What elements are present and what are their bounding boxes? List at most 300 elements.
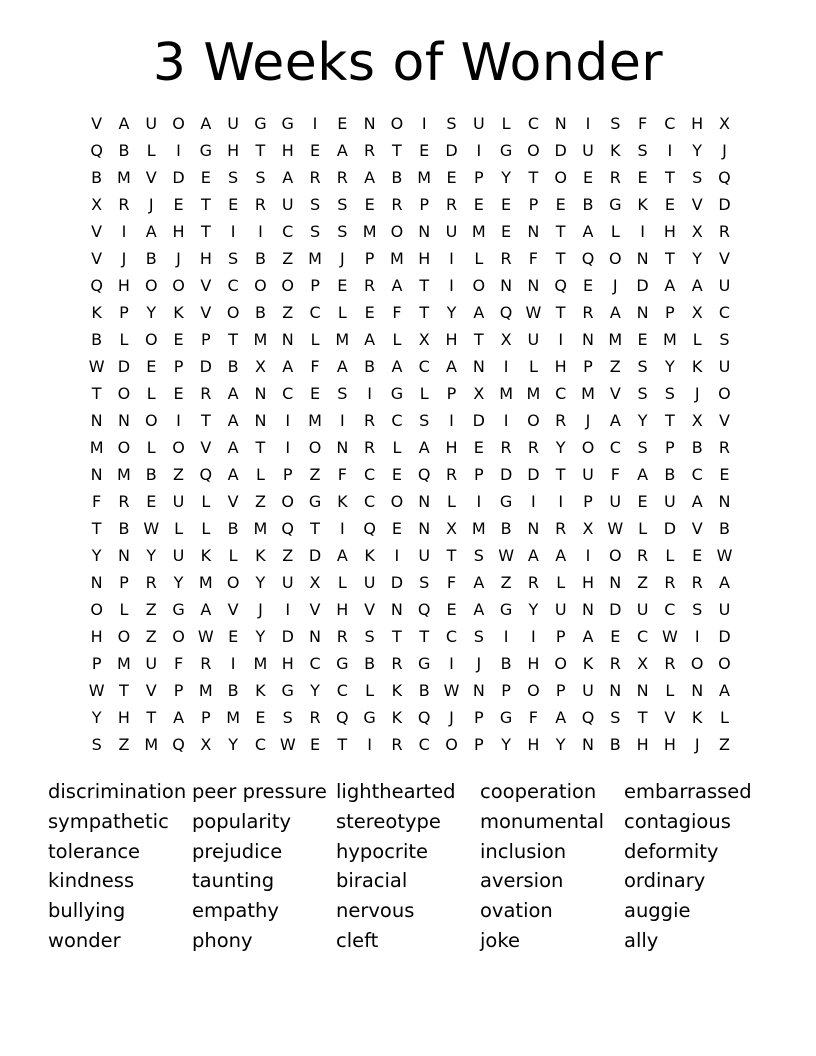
grid-letter[interactable]: P [91,654,102,673]
grid-letter[interactable]: E [692,546,703,565]
grid-letter[interactable]: C [609,438,621,457]
grid-letter[interactable]: E [664,195,675,214]
grid-letter[interactable]: U [718,357,731,376]
grid-letter[interactable]: P [310,276,320,295]
grid-letter[interactable]: W [88,357,105,376]
grid-letter[interactable]: B [691,438,703,457]
grid-letter[interactable]: R [718,438,731,457]
grid-letter[interactable]: K [691,708,703,727]
grid-letter[interactable]: Z [145,600,157,619]
grid-letter[interactable]: A [336,141,348,160]
grid-letter[interactable]: V [200,276,212,295]
grid-letter[interactable]: E [391,519,402,538]
grid-letter[interactable]: P [583,357,593,376]
grid-letter[interactable]: V [664,708,676,727]
grid-letter[interactable]: E [446,168,457,187]
grid-letter[interactable]: I [285,438,291,457]
grid-letter[interactable]: U [718,276,731,295]
grid-letter[interactable]: Z [309,465,321,484]
grid-letter[interactable]: O [472,276,486,295]
grid-letter[interactable]: N [609,681,622,700]
grid-letter[interactable]: B [118,141,130,160]
grid-letter[interactable]: S [309,222,321,241]
grid-letter[interactable]: T [419,303,430,322]
grid-letter[interactable]: L [501,114,511,133]
grid-letter[interactable]: A [227,384,239,403]
grid-letter[interactable]: Q [281,519,295,538]
grid-letter[interactable]: S [419,573,430,592]
grid-letter[interactable]: P [501,681,511,700]
grid-letter[interactable]: X [637,654,649,673]
grid-letter[interactable]: B [391,168,403,187]
grid-letter[interactable]: S [364,627,375,646]
grid-letter[interactable]: T [419,276,430,295]
grid-letter[interactable]: I [503,357,509,376]
grid-letter[interactable]: U [472,114,485,133]
grid-letter[interactable]: E [501,195,512,214]
grid-letter[interactable]: P [173,357,184,376]
grid-letter[interactable]: O [445,735,458,754]
grid-letter[interactable]: U [527,330,540,349]
grid-letter[interactable]: S [255,168,266,187]
grid-letter[interactable]: V [91,249,103,268]
grid-letter[interactable]: I [585,546,591,565]
grid-letter[interactable]: I [640,222,645,241]
grid-letter[interactable]: I [503,411,509,430]
grid-letter[interactable]: D [172,168,185,187]
grid-letter[interactable]: J [694,384,700,403]
grid-letter[interactable]: R [609,168,621,187]
grid-letter[interactable]: D [445,141,458,160]
grid-letter[interactable]: O [90,600,103,619]
grid-letter[interactable]: A [391,276,403,295]
grid-letter[interactable]: C [527,114,539,133]
grid-letter[interactable]: B [418,681,430,700]
grid-letter[interactable]: Q [90,276,103,295]
grid-letter[interactable]: I [694,627,700,646]
grid-letter[interactable]: T [200,195,211,214]
grid-letter[interactable]: X [254,357,266,376]
grid-letter[interactable]: L [337,303,347,322]
grid-letter[interactable]: E [337,114,348,133]
grid-letter[interactable]: N [582,330,594,349]
grid-letter[interactable]: G [390,384,404,403]
grid-letter[interactable]: K [582,654,594,673]
grid-letter[interactable]: X [473,384,485,403]
grid-letter[interactable]: G [418,654,431,673]
grid-letter[interactable]: E [173,195,184,214]
grid-letter[interactable]: L [146,384,156,403]
grid-letter[interactable]: Q [581,708,595,727]
grid-letter[interactable]: A [391,357,403,376]
grid-letter[interactable]: P [364,249,375,268]
grid-letter[interactable]: B [364,357,376,376]
grid-letter[interactable]: N [609,573,622,592]
grid-letter[interactable]: C [445,627,458,646]
grid-letter[interactable]: E [146,357,157,376]
grid-letter[interactable]: O [144,276,158,295]
grid-letter[interactable]: G [336,654,349,673]
grid-letter[interactable]: R [637,546,649,565]
grid-letter[interactable]: D [718,627,731,646]
grid-letter[interactable]: U [582,141,594,160]
grid-letter[interactable]: U [363,573,376,592]
grid-letter[interactable]: V [200,303,212,322]
grid-letter[interactable]: L [255,465,265,484]
grid-letter[interactable]: Y [146,303,157,322]
grid-letter[interactable]: A [173,708,185,727]
grid-letter[interactable]: N [418,492,431,511]
grid-letter[interactable]: N [309,627,321,646]
grid-letter[interactable]: P [473,708,484,727]
grid-letter[interactable]: V [364,600,376,619]
grid-letter[interactable]: E [582,276,594,295]
grid-letter[interactable]: B [227,681,239,700]
grid-letter[interactable]: P [282,465,293,484]
grid-letter[interactable]: Q [554,276,567,295]
grid-letter[interactable]: M [390,249,404,268]
grid-letter[interactable]: U [145,654,158,673]
grid-letter[interactable]: E [637,492,648,511]
grid-letter[interactable]: A [473,303,485,322]
grid-letter[interactable]: W [607,519,624,538]
grid-letter[interactable]: A [200,114,212,133]
grid-letter[interactable]: O [390,114,404,133]
grid-letter[interactable]: I [367,735,372,754]
grid-letter[interactable]: D [308,546,322,565]
grid-letter[interactable]: E [555,195,566,214]
grid-letter[interactable]: H [527,654,540,673]
grid-letter[interactable]: A [227,438,239,457]
grid-letter[interactable]: N [254,411,267,430]
grid-letter[interactable]: T [555,249,566,268]
grid-letter[interactable]: U [227,114,239,133]
grid-letter[interactable]: O [718,654,731,673]
grid-letter[interactable]: N [636,303,649,322]
grid-letter[interactable]: N [527,519,540,538]
grid-letter[interactable]: A [719,573,730,592]
grid-letter[interactable]: Z [254,492,266,511]
grid-letter[interactable]: T [310,519,320,538]
grid-letter[interactable]: L [474,249,484,268]
grid-letter[interactable]: U [145,114,158,133]
grid-letter[interactable]: U [582,681,594,700]
grid-letter[interactable]: B [118,519,130,538]
grid-letter[interactable]: B [582,195,594,214]
grid-letter[interactable]: O [172,276,185,295]
grid-letter[interactable]: V [91,114,103,133]
grid-letter[interactable]: U [718,600,731,619]
grid-letter[interactable]: X [91,195,103,214]
grid-letter[interactable]: Z [637,573,649,592]
grid-letter[interactable]: C [418,735,430,754]
grid-letter[interactable]: Y [637,411,648,430]
grid-letter[interactable]: N [336,438,349,457]
grid-letter[interactable]: B [254,249,266,268]
grid-letter[interactable]: R [391,654,403,673]
grid-letter[interactable]: H [227,141,240,160]
grid-letter[interactable]: I [367,384,372,403]
grid-letter[interactable]: P [201,330,211,349]
grid-letter[interactable]: C [718,303,731,322]
grid-letter[interactable]: L [665,681,675,700]
grid-letter[interactable]: Z [282,546,294,565]
grid-letter[interactable]: O [117,438,131,457]
grid-letter[interactable]: E [173,330,184,349]
grid-letter[interactable]: R [500,249,512,268]
grid-letter[interactable]: Q [90,141,103,160]
grid-letter[interactable]: N [500,276,513,295]
grid-letter[interactable]: G [609,195,622,214]
grid-letter[interactable]: I [258,222,263,241]
grid-letter[interactable]: S [419,411,430,430]
grid-letter[interactable]: H [418,249,431,268]
grid-letter[interactable]: H [554,357,567,376]
grid-letter[interactable]: E [255,708,266,727]
grid-letter[interactable]: T [91,384,102,403]
grid-letter[interactable]: M [526,384,541,403]
grid-letter[interactable]: L [201,519,211,538]
grid-letter[interactable]: U [281,195,294,214]
grid-letter[interactable]: D [609,600,622,619]
grid-letter[interactable]: Z [500,573,512,592]
grid-letter[interactable]: C [364,492,376,511]
grid-letter[interactable]: M [471,519,486,538]
grid-letter[interactable]: A [118,114,130,133]
grid-letter[interactable]: A [227,411,239,430]
grid-letter[interactable]: L [119,600,129,619]
grid-letter[interactable]: Z [282,303,294,322]
grid-letter[interactable]: O [608,546,622,565]
grid-letter[interactable]: I [667,141,673,160]
grid-letter[interactable]: H [336,600,349,619]
grid-letter[interactable]: C [336,681,348,700]
grid-letter[interactable]: W [143,519,160,538]
grid-letter[interactable]: I [339,519,345,538]
grid-letter[interactable]: O [308,438,322,457]
grid-letter[interactable]: X [718,114,730,133]
grid-letter[interactable]: L [610,222,620,241]
grid-letter[interactable]: T [446,546,457,565]
grid-letter[interactable]: R [445,465,458,484]
grid-letter[interactable]: N [117,411,130,430]
grid-letter[interactable]: Q [581,249,595,268]
grid-letter[interactable]: I [449,654,454,673]
grid-letter[interactable]: B [145,249,157,268]
grid-letter[interactable]: D [117,357,131,376]
grid-letter[interactable]: F [310,357,320,376]
grid-letter[interactable]: I [449,276,454,295]
grid-letter[interactable]: I [449,249,454,268]
grid-letter[interactable]: R [555,411,567,430]
grid-letter[interactable]: I [449,411,454,430]
grid-letter[interactable]: L [419,384,429,403]
grid-letter[interactable]: V [200,438,212,457]
grid-letter[interactable]: L [201,492,211,511]
grid-letter[interactable]: T [555,303,566,322]
grid-letter[interactable]: R [364,276,376,295]
grid-letter[interactable]: A [145,222,157,241]
grid-letter[interactable]: D [663,519,677,538]
grid-letter[interactable]: E [309,384,321,403]
grid-letter[interactable]: Y [692,141,703,160]
grid-letter[interactable]: I [531,627,536,646]
grid-letter[interactable]: I [585,114,591,133]
grid-letter[interactable]: A [691,276,703,295]
grid-letter[interactable]: S [692,600,703,619]
grid-letter[interactable]: T [255,141,266,160]
grid-letter[interactable]: C [637,627,649,646]
grid-letter[interactable]: M [198,681,213,700]
grid-letter[interactable]: B [500,654,512,673]
grid-letter[interactable]: H [691,114,704,133]
grid-letter[interactable]: W [443,681,460,700]
grid-letter[interactable]: T [146,708,157,727]
grid-letter[interactable]: M [471,222,486,241]
grid-letter[interactable]: E [501,222,512,241]
grid-letter[interactable]: L [310,330,320,349]
grid-letter[interactable]: A [555,708,567,727]
grid-letter[interactable]: K [364,546,375,565]
grid-letter[interactable]: A [227,465,239,484]
grid-letter[interactable]: V [609,384,621,403]
grid-letter[interactable]: H [527,735,540,754]
grid-letter[interactable]: G [308,492,322,511]
grid-letter[interactable]: J [449,708,454,727]
grid-letter[interactable]: U [636,600,649,619]
grid-letter[interactable]: O [172,627,185,646]
grid-letter[interactable]: B [364,654,376,673]
grid-letter[interactable]: M [253,330,268,349]
grid-letter[interactable]: D [199,357,212,376]
grid-letter[interactable]: I [285,600,291,619]
grid-letter[interactable]: X [691,411,703,430]
grid-letter[interactable]: V [691,195,703,214]
grid-letter[interactable]: Y [146,546,157,565]
grid-letter[interactable]: M [308,411,322,430]
grid-letter[interactable]: W [498,546,515,565]
grid-letter[interactable]: S [637,141,648,160]
grid-letter[interactable]: K [337,492,348,511]
grid-letter[interactable]: J [694,735,700,754]
grid-letter[interactable]: O [390,492,404,511]
grid-letter[interactable]: B [254,303,266,322]
grid-letter[interactable]: T [200,222,211,241]
grid-letter[interactable]: N [90,411,103,430]
grid-letter[interactable]: Y [692,249,703,268]
grid-letter[interactable]: G [254,114,267,133]
grid-letter[interactable]: P [528,195,539,214]
grid-letter[interactable]: U [418,546,431,565]
grid-letter[interactable]: N [90,465,103,484]
grid-letter[interactable]: T [473,330,484,349]
grid-letter[interactable]: A [609,411,621,430]
grid-letter[interactable]: L [146,438,156,457]
grid-letter[interactable]: T [337,735,348,754]
grid-letter[interactable]: O [690,654,704,673]
grid-letter[interactable]: P [555,627,566,646]
grid-letter[interactable]: V [309,600,321,619]
grid-letter[interactable]: P [473,465,484,484]
grid-letter[interactable]: O [226,303,240,322]
grid-letter[interactable]: L [119,330,129,349]
grid-letter[interactable]: P [473,735,484,754]
grid-letter[interactable]: E [228,627,239,646]
grid-letter[interactable]: A [527,546,539,565]
grid-letter[interactable]: D [554,141,567,160]
grid-letter[interactable]: A [418,438,430,457]
grid-letter[interactable]: A [691,492,703,511]
grid-letter[interactable]: X [582,519,594,538]
grid-letter[interactable]: C [664,600,676,619]
grid-letter[interactable]: T [228,330,239,349]
grid-letter[interactable]: Q [417,708,431,727]
grid-letter[interactable]: M [662,330,677,349]
grid-letter[interactable]: E [173,384,184,403]
grid-letter[interactable]: O [254,276,267,295]
grid-letter[interactable]: S [664,384,675,403]
grid-letter[interactable]: T [91,519,102,538]
grid-letter[interactable]: I [531,492,536,511]
grid-letter[interactable]: D [718,195,731,214]
grid-letter[interactable]: M [335,330,350,349]
grid-letter[interactable]: Q [499,303,513,322]
grid-letter[interactable]: H [663,222,676,241]
grid-letter[interactable]: A [582,222,594,241]
grid-letter[interactable]: J [258,600,263,619]
grid-letter[interactable]: R [336,627,348,646]
grid-letter[interactable]: S [610,114,621,133]
grid-letter[interactable]: O [117,384,131,403]
grid-letter[interactable]: E [309,735,321,754]
grid-letter[interactable]: L [146,141,156,160]
grid-letter[interactable]: N [691,681,704,700]
grid-letter[interactable]: A [446,357,457,376]
grid-letter[interactable]: S [692,168,703,187]
grid-letter[interactable]: X [500,330,512,349]
grid-letter[interactable]: N [418,519,431,538]
grid-letter[interactable]: D [281,627,294,646]
grid-letter[interactable]: X [309,573,321,592]
grid-letter[interactable]: V [145,681,157,700]
grid-letter[interactable]: U [554,600,567,619]
grid-letter[interactable]: N [718,492,731,511]
grid-letter[interactable]: S [91,735,102,754]
grid-letter[interactable]: S [473,546,484,565]
grid-letter[interactable]: C [664,114,676,133]
grid-letter[interactable]: D [636,276,649,295]
grid-letter[interactable]: T [555,222,566,241]
grid-letter[interactable]: Y [555,438,566,457]
grid-letter[interactable]: Q [336,708,349,727]
grid-letter[interactable]: J [722,141,727,160]
grid-letter[interactable]: A [473,573,485,592]
grid-letter[interactable]: E [337,276,348,295]
grid-letter[interactable]: I [176,411,181,430]
grid-letter[interactable]: A [364,168,376,187]
grid-letter[interactable]: H [636,735,649,754]
grid-letter[interactable]: O [718,384,731,403]
grid-letter[interactable]: C [309,303,321,322]
grid-letter[interactable]: Q [718,168,731,187]
grid-letter[interactable]: I [230,654,236,673]
grid-letter[interactable]: R [145,573,157,592]
grid-letter[interactable]: N [418,222,431,241]
grid-letter[interactable]: C [282,222,294,241]
grid-letter[interactable]: P [665,438,675,457]
grid-letter[interactable]: U [172,492,185,511]
grid-letter[interactable]: M [499,384,513,403]
